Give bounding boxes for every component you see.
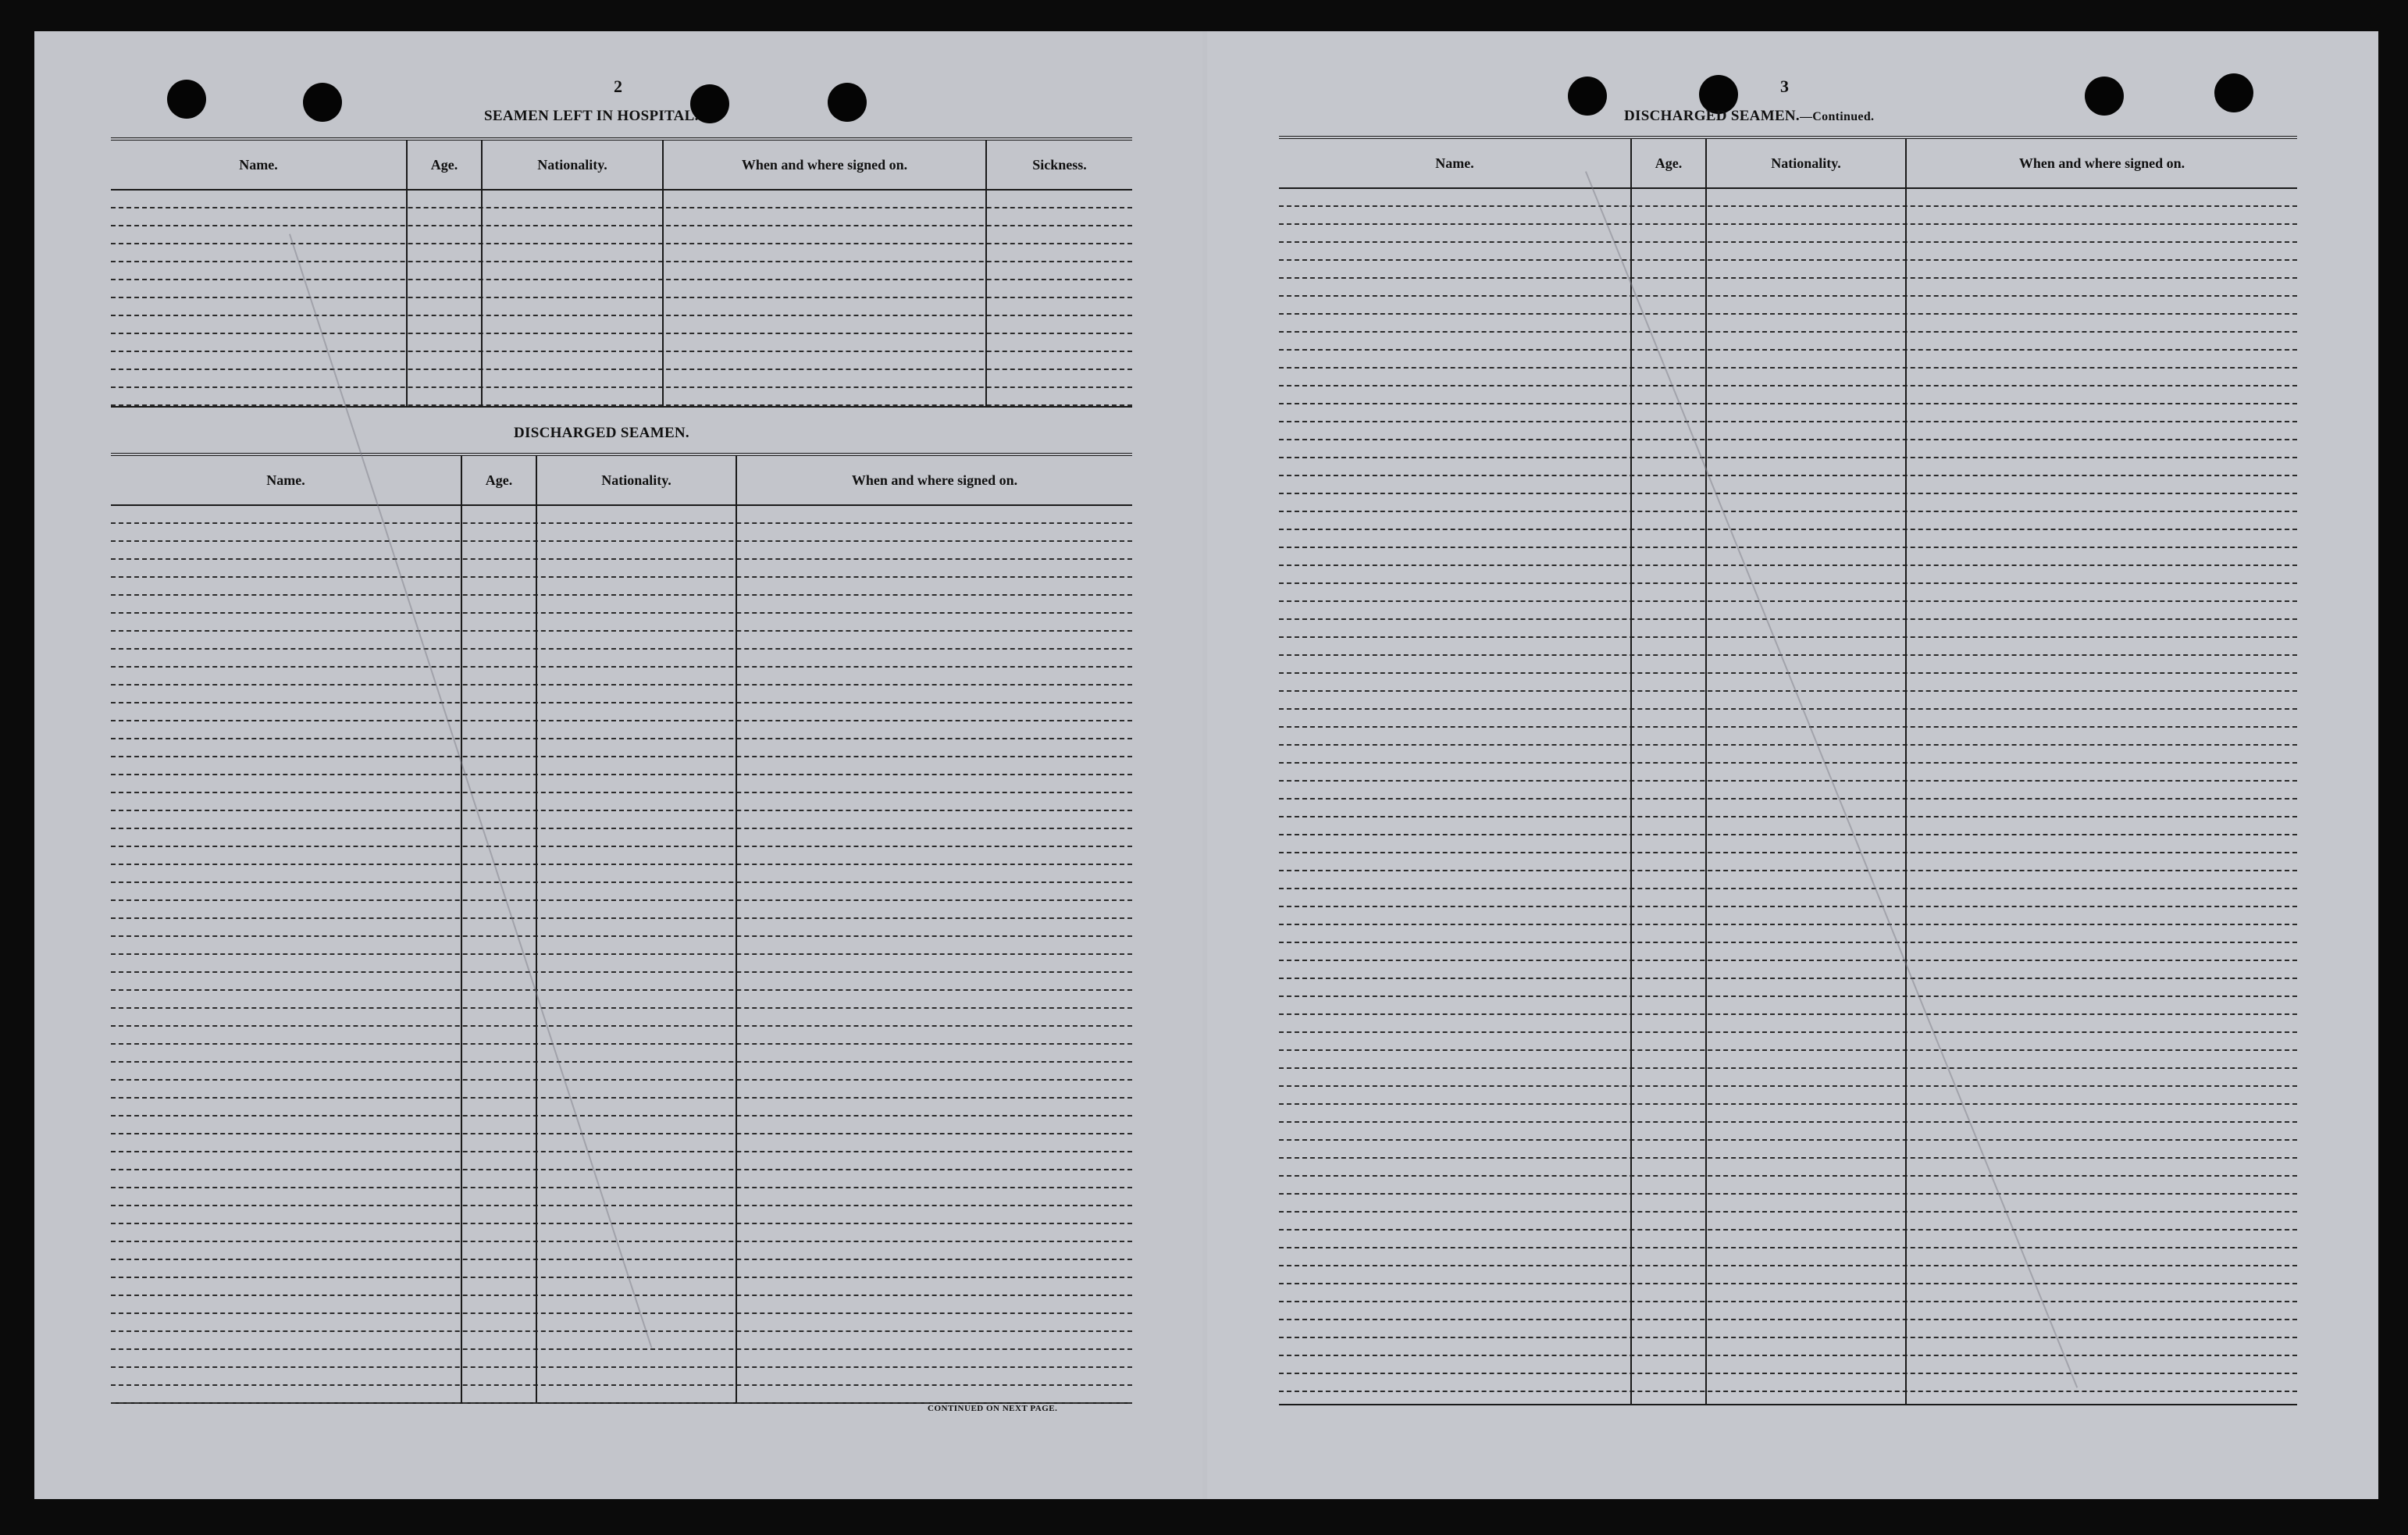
ledger-row: [111, 757, 1132, 775]
hospital-rows: [111, 191, 1132, 406]
col-signed-on-header: When and where signed on.: [736, 456, 1132, 504]
column-rule: [461, 506, 462, 1402]
ledger-row: [111, 775, 1132, 793]
column-rule: [481, 191, 483, 406]
punch-hole: [2085, 77, 2124, 116]
ledger-row: [1279, 764, 2297, 782]
column-rule: [536, 506, 537, 1402]
ledger-row: [1279, 225, 2297, 243]
col-signed-on-header: When and where signed on.: [662, 141, 985, 189]
ledger-row: [1279, 925, 2297, 943]
ledger-row: [111, 1117, 1132, 1134]
ledger-row: [1279, 369, 2297, 386]
ledger-row: [1279, 584, 2297, 602]
ledger-row: [111, 352, 1132, 370]
column-rule: [662, 191, 664, 406]
col-nationality-header: Nationality.: [536, 456, 736, 504]
ledger-row: [111, 668, 1132, 686]
ledger-row: [111, 686, 1132, 703]
ledger-row: [1279, 602, 2297, 620]
col-name-header: Name.: [239, 156, 278, 173]
ledger-row: [111, 524, 1132, 542]
ledger-row: [1279, 800, 2297, 817]
ledger-row: [111, 1188, 1132, 1206]
ledger-row: [111, 865, 1132, 883]
col-nationality-header: Nationality.: [1705, 139, 1905, 187]
left-page: [34, 31, 1206, 1499]
ledger-row: [111, 703, 1132, 721]
ledger-row: [111, 334, 1132, 352]
hospital-table-header: [111, 141, 1132, 191]
ledger-row: [1279, 386, 2297, 404]
ledger-row: [111, 973, 1132, 991]
ledger-row: [111, 614, 1132, 632]
punch-hole: [167, 80, 206, 119]
ledger-row: [111, 262, 1132, 280]
ledger-row: [1279, 404, 2297, 422]
column-rule: [985, 191, 987, 406]
discharged-section-title: DISCHARGED SEAMEN.: [514, 425, 689, 441]
title-main: DISCHARGED SEAMEN.: [1624, 108, 1800, 124]
col-name-header: Name.: [1435, 155, 1474, 171]
ledger-row: [1279, 261, 2297, 279]
ledger-row: [1279, 297, 2297, 315]
col-sickness-header: Sickness.: [985, 141, 1132, 189]
ledger-row: [1279, 817, 2297, 835]
discharged-rows: [111, 506, 1132, 1404]
ledger-row: [111, 1009, 1132, 1027]
ledger-row: [1279, 1284, 2297, 1302]
title-suffix: —Continued.: [1800, 110, 1875, 123]
ledger-row: [1279, 1159, 2297, 1177]
ledger-row: [1279, 243, 2297, 261]
ledger-row: [111, 280, 1132, 298]
ledger-row: [1279, 1248, 2297, 1266]
ledger-row: [111, 811, 1132, 829]
discharged-table-header: [111, 456, 1132, 506]
ledger-row: [111, 1224, 1132, 1242]
ledger-row: [111, 1314, 1132, 1332]
ledger-row: [1279, 1033, 2297, 1051]
ledger-row: [111, 1386, 1132, 1404]
ledger-row: [111, 955, 1132, 973]
ledger-row: [111, 1170, 1132, 1188]
ledger-row: [1279, 458, 2297, 476]
ledger-row: [111, 1027, 1132, 1045]
punch-hole: [2214, 73, 2253, 112]
ledger-row: [1279, 1213, 2297, 1230]
col-age-header: Age.: [406, 141, 481, 189]
ledger-row: [111, 1368, 1132, 1386]
ledger-row: [111, 991, 1132, 1009]
discharged-continued-table: [1279, 136, 2297, 1405]
ledger-row: [1279, 1177, 2297, 1195]
hospital-table: [111, 137, 1132, 408]
discharged-continued-body: [1279, 189, 2297, 1404]
ledger-row: [111, 370, 1132, 388]
ledger-row: [1279, 620, 2297, 638]
ledger-row: [1279, 351, 2297, 369]
ledger-row: [1279, 1141, 2297, 1159]
ledger-row: [1279, 1051, 2297, 1069]
ledger-row: [111, 919, 1132, 937]
page-number: 3: [1780, 77, 1789, 96]
ledger-row: [1279, 1195, 2297, 1213]
ledger-row: [1279, 333, 2297, 351]
ledger-row: [1279, 1069, 2297, 1087]
col-nationality-header: Nationality.: [481, 141, 662, 189]
ledger-row: [1279, 979, 2297, 997]
ledger-row: [111, 1134, 1132, 1152]
ledger-row: [1279, 422, 2297, 440]
ledger-row: [1279, 1356, 2297, 1374]
ledger-row: [1279, 1105, 2297, 1123]
ledger-row: [1279, 530, 2297, 548]
ledger-row: [111, 388, 1132, 406]
ledger-row: [1279, 512, 2297, 530]
discharged-continued-title: [1624, 108, 1874, 125]
ledger-row: [111, 632, 1132, 650]
discharged-table-body: [111, 506, 1132, 1402]
column-rule: [406, 191, 408, 406]
ledger-row: [111, 1350, 1132, 1368]
ledger-row: [1279, 961, 2297, 979]
ledger-row: [1279, 1374, 2297, 1392]
ledger-row: [1279, 279, 2297, 297]
ledger-row: [1279, 853, 2297, 871]
ledger-row: [1279, 315, 2297, 333]
ledger-row: [1279, 440, 2297, 458]
ledger-row: [111, 506, 1132, 524]
ledger-row: [111, 542, 1132, 560]
ledger-row: [111, 560, 1132, 578]
ledger-row: [1279, 566, 2297, 584]
punch-hole: [828, 83, 867, 122]
ledger-row: [1279, 835, 2297, 853]
ledger-row: [1279, 997, 2297, 1015]
ledger-row: [111, 1081, 1132, 1099]
ledger-row: [1279, 710, 2297, 728]
ledger-row: [111, 191, 1132, 208]
ledger-row: [111, 1045, 1132, 1063]
punch-hole: [1568, 77, 1607, 116]
ledger-row: [1279, 1015, 2297, 1033]
ledger-row: [111, 739, 1132, 757]
ledger-row: [1279, 728, 2297, 746]
ledger-row: [1279, 889, 2297, 907]
col-name-header: Name.: [266, 472, 305, 488]
punch-hole: [303, 83, 342, 122]
right-page: [1207, 31, 2378, 1499]
continued-note: CONTINUED ON NEXT PAGE.: [928, 1404, 1058, 1413]
ledger-row: [111, 226, 1132, 244]
ledger-row: [1279, 782, 2297, 800]
ledger-row: [111, 1099, 1132, 1117]
ledger-row: [111, 1152, 1132, 1170]
ledger-row: [1279, 907, 2297, 925]
ledger-row: [111, 721, 1132, 739]
ledger-row: [1279, 548, 2297, 566]
ledger-row: [1279, 943, 2297, 961]
ledger-row: [111, 650, 1132, 668]
ledger-row: [1279, 476, 2297, 494]
ledger-row: [1279, 1338, 2297, 1356]
col-age-header: Age.: [461, 456, 536, 504]
ledger-row: [1279, 1123, 2297, 1141]
ledger-row: [111, 578, 1132, 596]
ledger-row: [111, 847, 1132, 865]
ledger-row: [1279, 1320, 2297, 1338]
ledger-row: [111, 298, 1132, 316]
column-rule: [1705, 189, 1707, 1404]
ledger-row: [1279, 1302, 2297, 1320]
col-age-header: Age.: [1630, 139, 1705, 187]
ledger-row: [1279, 638, 2297, 656]
discharged-continued-rows: [1279, 189, 2297, 1392]
ledger-row: [1279, 674, 2297, 692]
ledger-row: [1279, 1230, 2297, 1248]
hospital-section-title: SEAMEN LEFT IN HOSPITAL.: [484, 108, 699, 124]
ledger-row: [1279, 189, 2297, 207]
page-number: 2: [614, 77, 622, 96]
ledger-row: [1279, 494, 2297, 512]
ledger-row: [1279, 871, 2297, 889]
ledger-row: [111, 596, 1132, 614]
ledger-row: [111, 901, 1132, 919]
ledger-row: [111, 829, 1132, 847]
discharged-continued-header: [1279, 139, 2297, 189]
ledger-row: [111, 793, 1132, 811]
ledger-row: [1279, 746, 2297, 764]
ledger-row: [111, 1206, 1132, 1224]
column-rule: [1905, 189, 1907, 1404]
ledger-row: [111, 244, 1132, 262]
discharged-table: [111, 453, 1132, 1404]
ledger-row: [1279, 1087, 2297, 1105]
ledger-row: [1279, 1266, 2297, 1284]
ledger-row: [111, 316, 1132, 334]
ledger-row: [111, 1332, 1132, 1350]
column-rule: [1630, 189, 1632, 1404]
ledger-row: [1279, 207, 2297, 225]
ledger-row: [111, 937, 1132, 955]
ledger-row: [111, 1260, 1132, 1278]
ledger-row: [111, 208, 1132, 226]
col-signed-on-header: When and where signed on.: [1905, 139, 2297, 187]
ledger-row: [111, 883, 1132, 901]
ledger-row: [111, 1296, 1132, 1314]
ledger-row: [1279, 692, 2297, 710]
ledger-row: [111, 1278, 1132, 1296]
ledger-row: [111, 1063, 1132, 1081]
column-rule: [736, 506, 737, 1402]
hospital-table-body: [111, 191, 1132, 406]
